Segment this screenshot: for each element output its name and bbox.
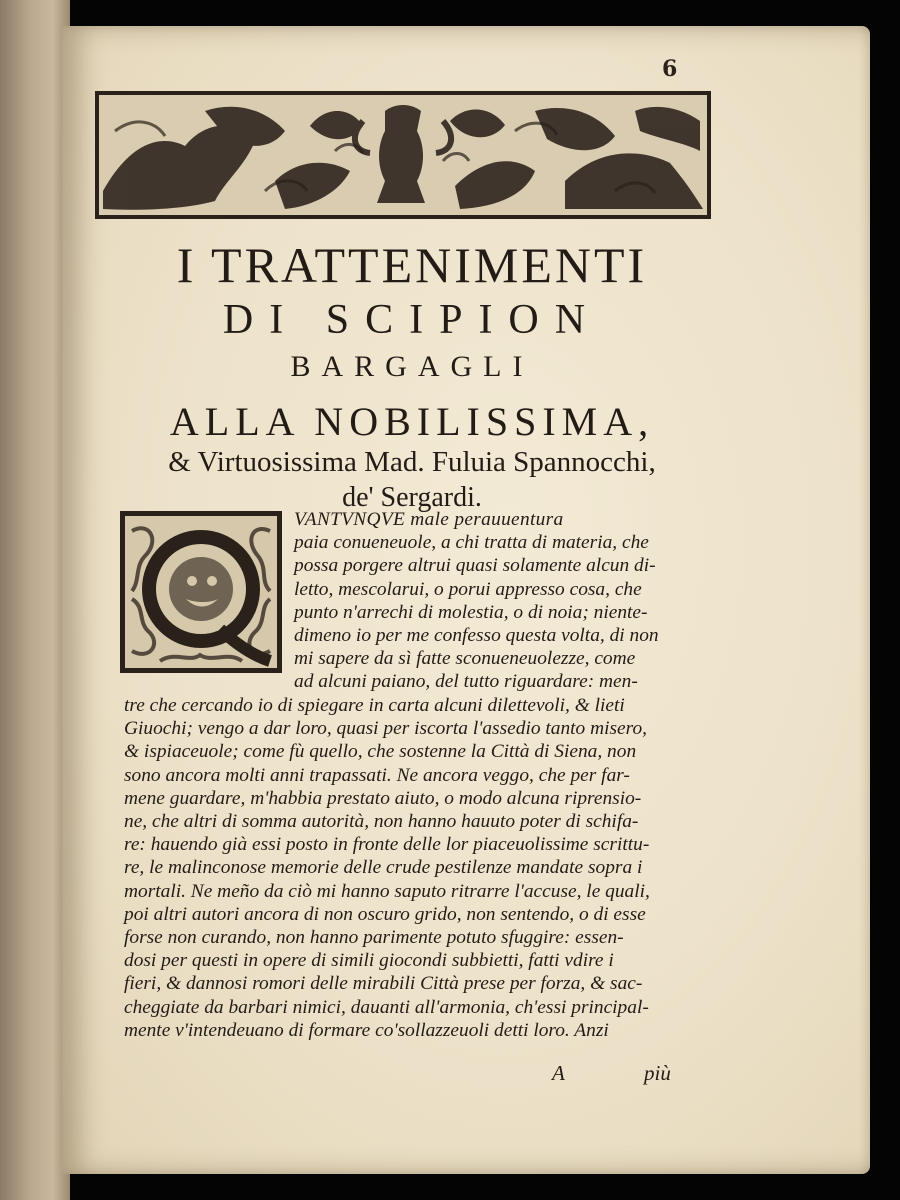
- catchword: più: [644, 1061, 671, 1085]
- gathering-signature: A: [552, 1061, 565, 1085]
- text-line: VANTVNQVE male perauuentura: [294, 509, 564, 530]
- book-page: [62, 26, 870, 1174]
- left-page-edge: [0, 0, 70, 1200]
- text-line: mi sapere da sì fatte sconueneuolezze, come: [294, 648, 636, 670]
- text-line: forse non curando, non hanno parimente potuto sfuggire: essen-: [124, 927, 624, 949]
- text-line: fieri, & dannosi romori delle mirabili Città prese per forza, & sac-: [124, 973, 643, 995]
- text-line: Giuochi; vengo a dar loro, quasi per iscorta l'assedio tanto misero,: [124, 718, 647, 740]
- title-line-2: DI SCIPION: [222, 297, 602, 343]
- woodcut-headpiece-ornament: [95, 91, 711, 219]
- text-line: punto n'arrechi di molestia, o di noia; niente-: [294, 601, 648, 623]
- title-line-1: I TRATTENIMENTI: [176, 237, 648, 293]
- text-line: letto, mescolarui, o porui appresso cosa, che: [294, 578, 642, 600]
- dedication-line-1: ALLA NOBILISSIMA,: [169, 399, 655, 444]
- text-line: dimeno io per me confesso questa volta, di non: [294, 625, 659, 647]
- text-line: dosi per questi in opere di simili giocondi subbietti, fatti vdire i: [124, 950, 614, 972]
- text-line: cheggiate da barbari nimici, dauanti all'armonia, ch'essi principal-: [124, 996, 649, 1018]
- text-line: ad alcuni paiano, del tutto riguardare: men-: [294, 671, 638, 693]
- text-line: re, le malinconose memorie delle crude pestilenze mandate sopra i: [124, 857, 643, 879]
- signature-mark: 6: [662, 56, 678, 82]
- text-line: sono ancora molti anni trapassati. Ne ancora veggo, che per far-: [124, 764, 630, 786]
- text-line: mene guardare, m'habbia prestato aiuto, o modo alcuna riprensio-: [124, 787, 642, 809]
- body-paragraph: [124, 694, 724, 1042]
- dedication-line-2: & Virtuosissima Mad. Fuluia Spannocchi,: [168, 446, 656, 478]
- text-line: re: hauendo già essi posto in fronte delle lor piaceuolissime scrittu-: [124, 834, 650, 856]
- text-line: poi altri autori ancora di non oscuro grido, non sentendo, o di esse: [124, 903, 646, 925]
- text-line: & ispiaceuole; come fù quello, che sostenne la Città di Siena, non: [124, 741, 637, 763]
- text-line: mente v'intendeuano di formare co'sollazzeuoli detti loro. Anzi: [124, 1019, 609, 1041]
- text-line: mortali. Ne meño da ciò mi hanno saputo ritrarre l'accuse, le quali,: [124, 880, 650, 902]
- text-line: paia conueneuole, a chi tratta di materia, che: [294, 532, 649, 554]
- text-line: possa porgere altrui quasi solamente alcun di-: [294, 555, 656, 577]
- text-line: tre che cercando io di spiegare in carta alcuni dilettevoli, & lieti: [124, 695, 625, 716]
- decorated-initial-letter: [120, 511, 282, 673]
- title-line-3: BARGAGLI: [290, 350, 534, 383]
- opening-lines: [294, 508, 714, 694]
- text-line: ne, che altri di somma autorità, non hanno hauuto poter di schifa-: [124, 811, 639, 833]
- dedication-line-3: de' Sergardi.: [342, 482, 482, 513]
